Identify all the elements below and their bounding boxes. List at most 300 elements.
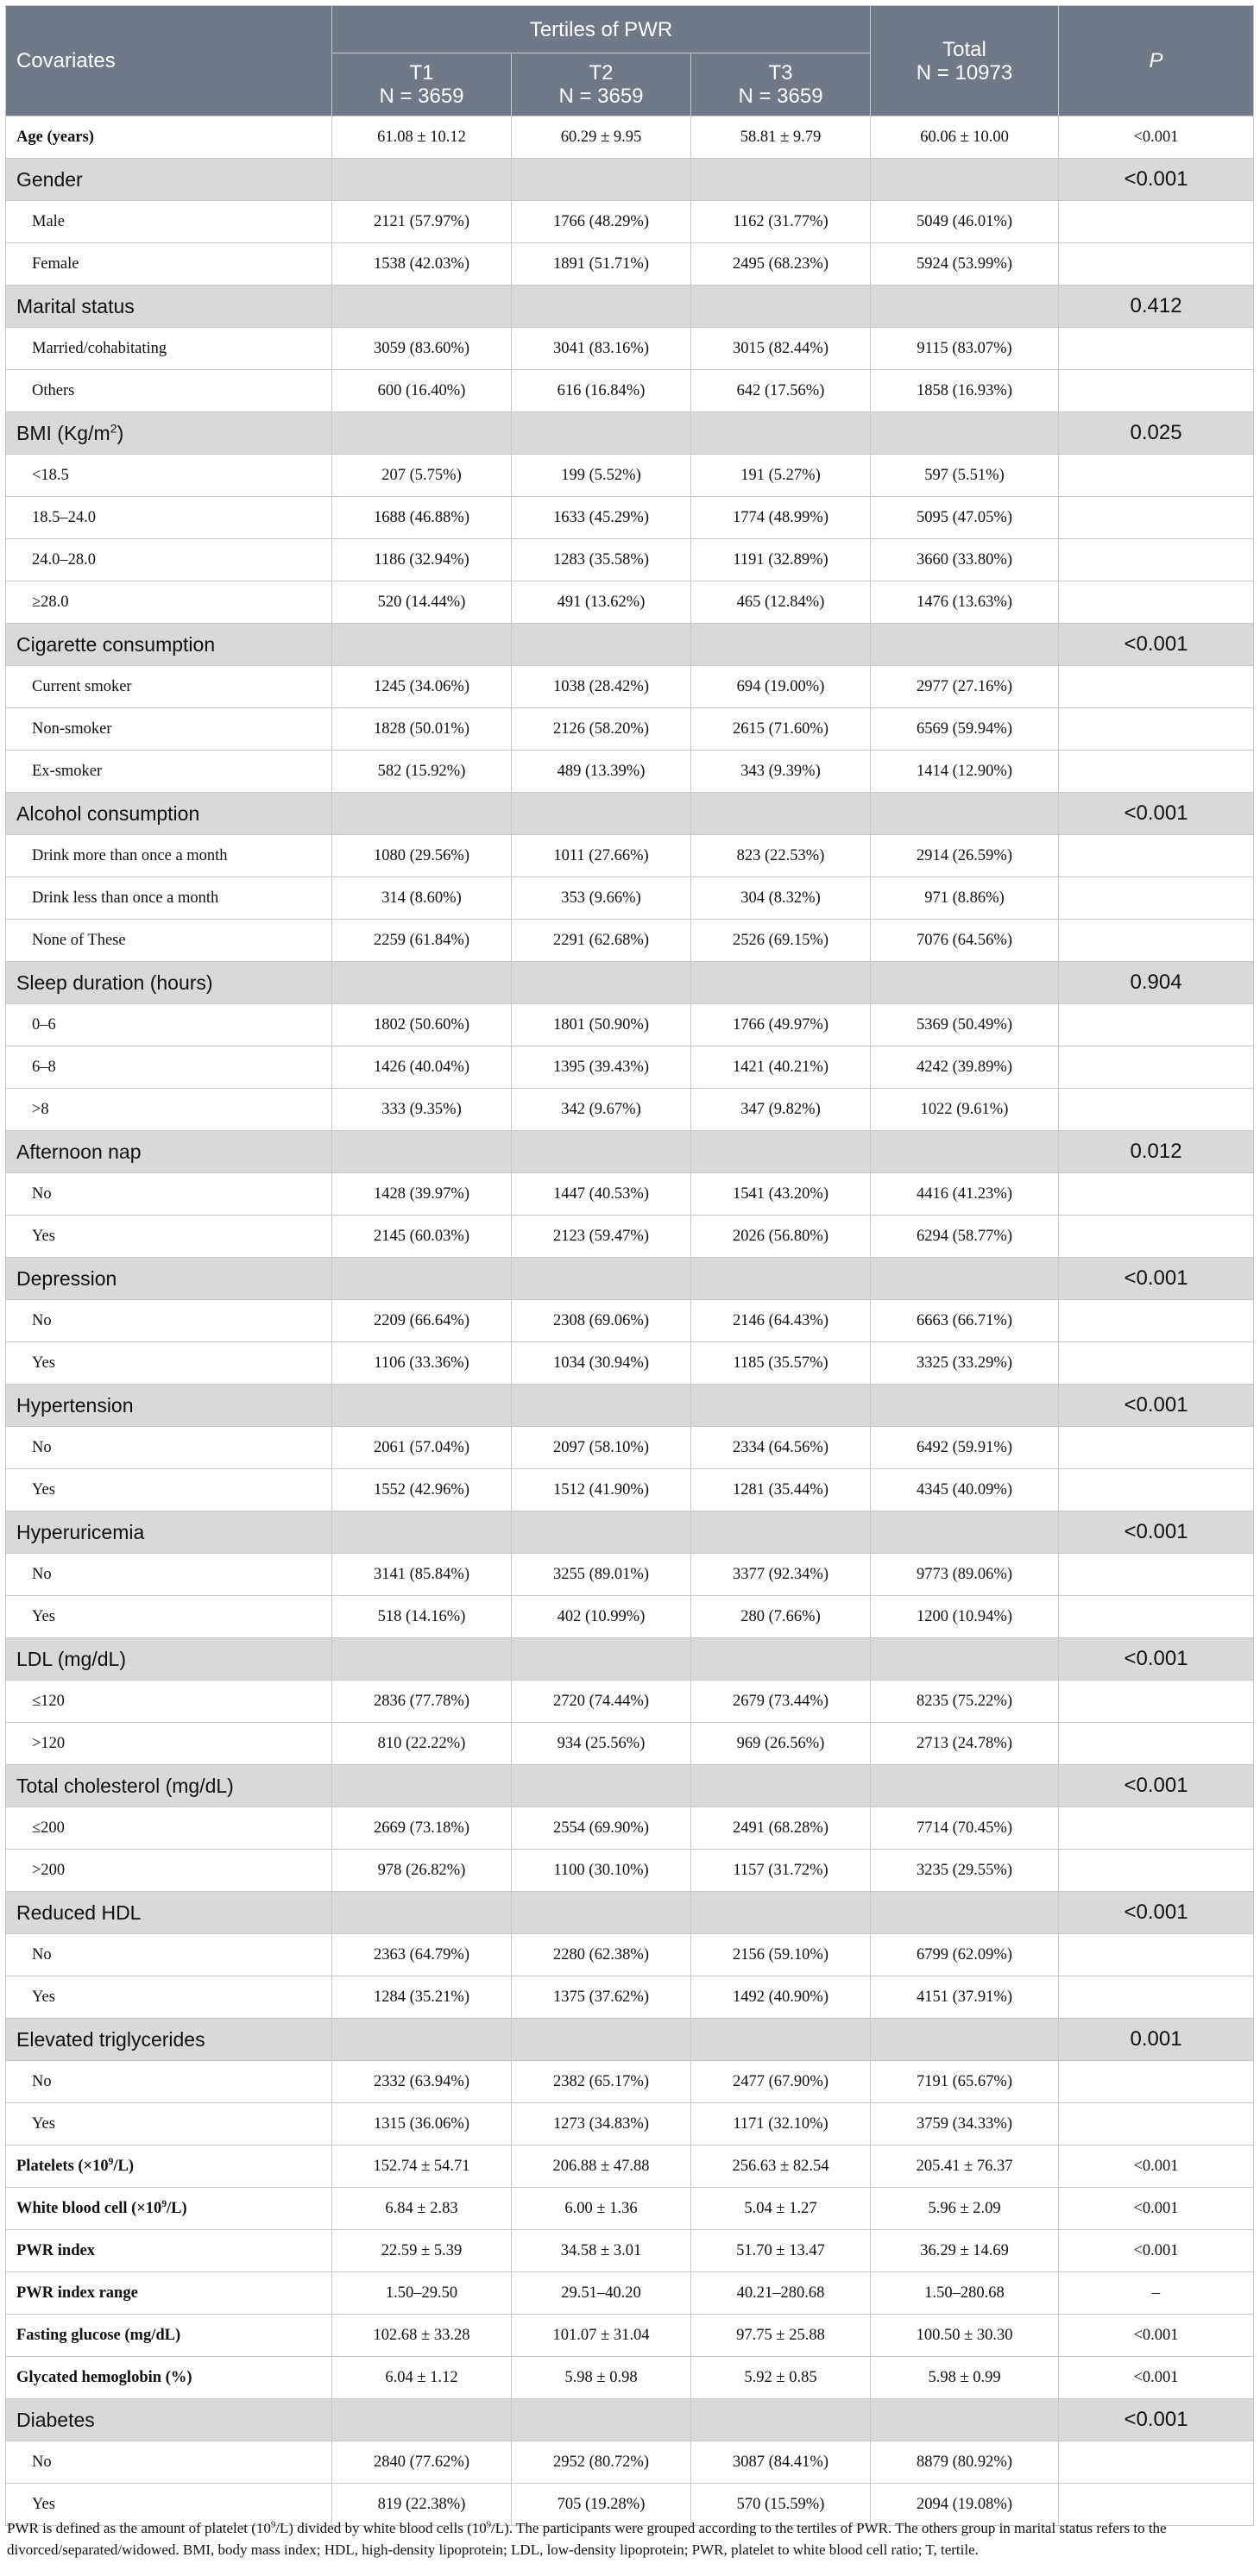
cell-t1: 1284 (35.21%) — [332, 1976, 512, 2019]
cell-t2 — [512, 412, 691, 455]
row-label — [6, 1892, 332, 1934]
cell-t1: 582 (15.92%) — [332, 751, 512, 793]
table-row — [6, 1427, 1254, 1469]
row-label-text: Cigarette consumption — [16, 632, 216, 656]
header-group-title: Tertiles of PWR — [332, 6, 871, 53]
header-p: P — [1059, 6, 1254, 116]
row-label — [6, 1934, 332, 1976]
table-row — [6, 1216, 1254, 1258]
row-label-text: No — [32, 1565, 52, 1583]
section-row — [6, 793, 1254, 835]
cell-t1: 1802 (50.60%) — [332, 1004, 512, 1046]
cell-t2 — [512, 793, 691, 835]
table-row — [6, 1342, 1254, 1385]
cell-t3: 280 (7.66%) — [691, 1596, 871, 1638]
cell-t2: 2554 (69.90%) — [512, 1807, 691, 1850]
row-label — [6, 835, 332, 877]
table-row — [6, 2272, 1254, 2315]
cell-p — [1059, 1342, 1254, 1385]
row-label — [6, 116, 332, 159]
cell-t2 — [512, 1638, 691, 1681]
cell-total — [871, 1638, 1059, 1681]
row-label — [6, 1511, 332, 1554]
row-label-text: Male — [32, 212, 66, 230]
cell-t3 — [691, 1892, 871, 1934]
cell-t2: 6.00 ± 1.36 — [512, 2188, 691, 2230]
header-t2-n: N = 3659 — [558, 85, 644, 108]
cell-total: 5049 (46.01%) — [871, 201, 1059, 243]
cell-p — [1059, 877, 1254, 920]
cell-total — [871, 1131, 1059, 1173]
row-label — [6, 1089, 332, 1131]
cell-t1: 2332 (63.94%) — [332, 2061, 512, 2103]
cell-t3 — [691, 2019, 871, 2061]
header-t2 — [512, 53, 691, 116]
row-label-text: 24.0–28.0 — [32, 550, 96, 569]
cell-t2: 101.07 ± 31.04 — [512, 2315, 691, 2357]
row-label — [6, 1216, 332, 1258]
row-label-text: Yes — [32, 2495, 55, 2513]
cell-t3: 1766 (49.97%) — [691, 1004, 871, 1046]
row-label-text: No — [32, 2453, 52, 2471]
cell-t1: 2061 (57.04%) — [332, 1427, 512, 1469]
cell-t3 — [691, 1131, 871, 1173]
row-label-text: No — [32, 1945, 52, 1963]
cell-p — [1059, 1427, 1254, 1469]
cell-t2: 1034 (30.94%) — [512, 1342, 691, 1385]
cell-t2: 1011 (27.66%) — [512, 835, 691, 877]
cell-p — [1059, 920, 1254, 962]
row-label-text: Ex-smoker — [32, 762, 103, 780]
table-row — [6, 201, 1254, 243]
cell-total: 205.41 ± 76.37 — [871, 2146, 1059, 2188]
cell-t2 — [512, 1385, 691, 1427]
cell-t2: 2308 (69.06%) — [512, 1300, 691, 1342]
cell-total — [871, 159, 1059, 201]
table-row — [6, 2146, 1254, 2188]
footnote-part1: PWR is defined as the amount of platelet (10 — [7, 2520, 271, 2536]
cell-p: <0.001 — [1059, 2357, 1254, 2399]
row-label-text: Others — [32, 381, 75, 399]
header-total-label: Total — [942, 37, 986, 61]
table-row — [6, 455, 1254, 497]
cell-t2 — [512, 1258, 691, 1300]
cell-p — [1059, 497, 1254, 539]
header-t1-label: T1 — [409, 61, 434, 85]
row-label-text: No — [32, 1311, 52, 1329]
cell-t3: 1191 (32.89%) — [691, 539, 871, 581]
cell-t3: 2156 (59.10%) — [691, 1934, 871, 1976]
row-label — [6, 793, 332, 835]
row-label-text: Drink more than once a month — [32, 846, 228, 864]
cell-t1 — [332, 1258, 512, 1300]
row-label-text: None of These — [32, 931, 126, 949]
table-row — [6, 1469, 1254, 1511]
row-label — [6, 2315, 332, 2357]
cell-t1 — [332, 624, 512, 666]
cell-p: <0.001 — [1059, 1892, 1254, 1934]
row-label — [6, 1427, 332, 1469]
cell-t3 — [691, 1765, 871, 1807]
row-label — [6, 1976, 332, 2019]
cell-t1: 2121 (57.97%) — [332, 201, 512, 243]
row-label-text: Age (years) — [16, 128, 94, 146]
cell-t2 — [512, 286, 691, 328]
row-label — [6, 666, 332, 708]
row-label-text: Yes — [32, 1480, 55, 1498]
cell-t3: 1281 (35.44%) — [691, 1469, 871, 1511]
cell-p — [1059, 539, 1254, 581]
cell-t1: 1688 (46.88%) — [332, 497, 512, 539]
cell-t2: 3255 (89.01%) — [512, 1554, 691, 1596]
table-row — [6, 2315, 1254, 2357]
cell-total: 9773 (89.06%) — [871, 1554, 1059, 1596]
cell-p — [1059, 751, 1254, 793]
cell-t2: 2123 (59.47%) — [512, 1216, 691, 1258]
cell-t3: 3015 (82.44%) — [691, 328, 871, 370]
cell-t1 — [332, 412, 512, 455]
row-label-text: Yes — [32, 1227, 55, 1245]
row-label-text: >8 — [32, 1100, 49, 1118]
cell-t1 — [332, 159, 512, 201]
cell-t2: 2097 (58.10%) — [512, 1427, 691, 1469]
row-label — [6, 962, 332, 1004]
row-label — [6, 1258, 332, 1300]
header-t2-label: T2 — [589, 61, 614, 85]
row-label-text: LDL (mg/dL) — [16, 1647, 126, 1670]
cell-total: 36.29 ± 14.69 — [871, 2230, 1059, 2272]
row-label — [6, 2357, 332, 2399]
table-row — [6, 920, 1254, 962]
cell-t2: 1766 (48.29%) — [512, 201, 691, 243]
cell-total: 7076 (64.56%) — [871, 920, 1059, 962]
cell-t1: 6.84 ± 2.83 — [332, 2188, 512, 2230]
header-t3 — [691, 53, 871, 116]
row-label — [6, 497, 332, 539]
row-label — [6, 2441, 332, 2484]
cell-p — [1059, 1976, 1254, 2019]
row-label — [6, 2061, 332, 2103]
section-row — [6, 1385, 1254, 1427]
cell-t3 — [691, 624, 871, 666]
row-label-text: No — [32, 1184, 52, 1203]
cell-t1: 3059 (83.60%) — [332, 328, 512, 370]
cell-t1 — [332, 286, 512, 328]
cell-t2: 29.51–40.20 — [512, 2272, 691, 2315]
row-label — [6, 1385, 332, 1427]
cell-t1 — [332, 1511, 512, 1554]
section-row — [6, 1258, 1254, 1300]
row-label-text: Marital status — [16, 294, 135, 317]
cell-t2: 1395 (39.43%) — [512, 1046, 691, 1089]
cell-total — [871, 2399, 1059, 2441]
cell-t3: 5.92 ± 0.85 — [691, 2357, 871, 2399]
cell-t2: 1512 (41.90%) — [512, 1469, 691, 1511]
cell-total: 6799 (62.09%) — [871, 1934, 1059, 1976]
cell-total: 6492 (59.91%) — [871, 1427, 1059, 1469]
cell-p: 0.012 — [1059, 1131, 1254, 1173]
table-row — [6, 328, 1254, 370]
cell-p — [1059, 455, 1254, 497]
cell-t2: 402 (10.99%) — [512, 1596, 691, 1638]
table-row — [6, 1173, 1254, 1216]
cell-total: 1858 (16.93%) — [871, 370, 1059, 412]
cell-total — [871, 624, 1059, 666]
row-label — [6, 2019, 332, 2061]
cell-t1 — [332, 2399, 512, 2441]
cell-t1: 1080 (29.56%) — [332, 835, 512, 877]
row-label-text: >200 — [32, 1861, 66, 1879]
table-row — [6, 1596, 1254, 1638]
row-label-suffix: ) — [117, 421, 124, 444]
cell-t2: 491 (13.62%) — [512, 581, 691, 624]
cell-p: <0.001 — [1059, 2188, 1254, 2230]
cell-p — [1059, 370, 1254, 412]
cell-t1: 2840 (77.62%) — [332, 2441, 512, 2484]
table-row — [6, 2188, 1254, 2230]
row-label — [6, 455, 332, 497]
cell-p — [1059, 1173, 1254, 1216]
cell-p — [1059, 1089, 1254, 1131]
cell-t1: 3141 (85.84%) — [332, 1554, 512, 1596]
row-label-superscript: 9 — [161, 2198, 167, 2209]
cell-t3 — [691, 1385, 871, 1427]
cell-t3: 256.63 ± 82.54 — [691, 2146, 871, 2188]
cell-total: 1200 (10.94%) — [871, 1596, 1059, 1638]
section-row — [6, 159, 1254, 201]
row-label-text: Yes — [32, 1354, 55, 1372]
cell-total: 2977 (27.16%) — [871, 666, 1059, 708]
row-label-text: BMI (Kg/m — [16, 421, 110, 444]
row-label — [6, 751, 332, 793]
row-label-text: Non-smoker — [32, 719, 112, 738]
row-label — [6, 2399, 332, 2441]
cell-t3 — [691, 2399, 871, 2441]
cell-total — [871, 2019, 1059, 2061]
cell-total — [871, 962, 1059, 1004]
cell-total: 100.50 ± 30.30 — [871, 2315, 1059, 2357]
row-label-text: PWR index — [16, 2241, 95, 2259]
cell-t2: 1283 (35.58%) — [512, 539, 691, 581]
row-label — [6, 1173, 332, 1216]
table-row — [6, 1807, 1254, 1850]
cell-t2: 1375 (37.62%) — [512, 1976, 691, 2019]
row-label — [6, 243, 332, 286]
cell-total: 6569 (59.94%) — [871, 708, 1059, 751]
footnote-sup1: 9 — [270, 2520, 276, 2530]
row-label — [6, 159, 332, 201]
row-label — [6, 201, 332, 243]
section-row — [6, 1892, 1254, 1934]
section-row — [6, 286, 1254, 328]
section-row — [6, 1511, 1254, 1554]
cell-t1: 152.74 ± 54.71 — [332, 2146, 512, 2188]
row-label-text: ≤120 — [32, 1692, 65, 1710]
cell-total: 4151 (37.91%) — [871, 1976, 1059, 2019]
cell-p — [1059, 666, 1254, 708]
cell-t2: 342 (9.67%) — [512, 1089, 691, 1131]
table-row — [6, 2103, 1254, 2146]
cell-total: 4242 (39.89%) — [871, 1046, 1059, 1089]
cell-t1: 520 (14.44%) — [332, 581, 512, 624]
cell-t3 — [691, 962, 871, 1004]
cell-p — [1059, 1807, 1254, 1850]
cell-t3: 1774 (48.99%) — [691, 497, 871, 539]
table-row — [6, 1089, 1254, 1131]
cell-total: 1.50–280.68 — [871, 2272, 1059, 2315]
cell-t2: 2952 (80.72%) — [512, 2441, 691, 2484]
row-label-text: 18.5–24.0 — [32, 508, 96, 526]
cell-total: 7714 (70.45%) — [871, 1807, 1059, 1850]
cell-t1: 1426 (40.04%) — [332, 1046, 512, 1089]
cell-t2 — [512, 624, 691, 666]
row-label-text: Yes — [32, 1607, 55, 1625]
cell-p: <0.001 — [1059, 2146, 1254, 2188]
row-label — [6, 2272, 332, 2315]
cell-t2: 206.88 ± 47.88 — [512, 2146, 691, 2188]
cell-t3: 1162 (31.77%) — [691, 201, 871, 243]
row-label-text: Platelets (×10 — [16, 2157, 109, 2175]
cell-total: 597 (5.51%) — [871, 455, 1059, 497]
cell-t3: 823 (22.53%) — [691, 835, 871, 877]
row-label-text: Drink less than once a month — [32, 889, 219, 907]
row-label — [6, 328, 332, 370]
cell-t3: 465 (12.84%) — [691, 581, 871, 624]
table-row — [6, 2441, 1254, 2484]
footnote-sup2: 9 — [486, 2520, 492, 2530]
cell-p: <0.001 — [1059, 159, 1254, 201]
row-label — [6, 1596, 332, 1638]
table-row — [6, 1976, 1254, 2019]
cell-t2 — [512, 1765, 691, 1807]
table-row — [6, 1554, 1254, 1596]
row-label — [6, 2188, 332, 2230]
cell-p — [1059, 1723, 1254, 1765]
row-label — [6, 624, 332, 666]
table-header — [6, 6, 1254, 116]
table-row — [6, 2230, 1254, 2272]
cell-total: 3759 (34.33%) — [871, 2103, 1059, 2146]
cell-total: 6294 (58.77%) — [871, 1216, 1059, 1258]
row-label — [6, 877, 332, 920]
cell-t2: 2291 (62.68%) — [512, 920, 691, 962]
header-total — [871, 6, 1059, 116]
table-row — [6, 497, 1254, 539]
cell-p: 0.025 — [1059, 412, 1254, 455]
cell-total: 1414 (12.90%) — [871, 751, 1059, 793]
row-label-text: No — [32, 2072, 52, 2090]
cell-t3: 1157 (31.72%) — [691, 1850, 871, 1892]
cell-t1: 1552 (42.96%) — [332, 1469, 512, 1511]
cell-total — [871, 286, 1059, 328]
cell-p — [1059, 2441, 1254, 2484]
cell-t2: 1447 (40.53%) — [512, 1173, 691, 1216]
row-label-text: White blood cell (×10 — [16, 2199, 162, 2217]
cell-t3 — [691, 286, 871, 328]
baseline-characteristics-table — [5, 5, 1254, 2526]
cell-p — [1059, 2103, 1254, 2146]
cell-t1: 1428 (39.97%) — [332, 1173, 512, 1216]
cell-t2: 1100 (30.10%) — [512, 1850, 691, 1892]
cell-p: <0.001 — [1059, 1258, 1254, 1300]
cell-t1: 2836 (77.78%) — [332, 1681, 512, 1723]
row-label-text: Gender — [16, 167, 83, 191]
row-label — [6, 2103, 332, 2146]
row-label — [6, 1850, 332, 1892]
cell-t2: 34.58 ± 3.01 — [512, 2230, 691, 2272]
cell-t1: 1106 (33.36%) — [332, 1342, 512, 1385]
cell-t1 — [332, 1765, 512, 1807]
row-label-text: Depression — [16, 1266, 117, 1290]
cell-p: <0.001 — [1059, 2315, 1254, 2357]
cell-p: <0.001 — [1059, 624, 1254, 666]
cell-t2: 353 (9.66%) — [512, 877, 691, 920]
table-row — [6, 1681, 1254, 1723]
row-label-text: Current smoker — [32, 677, 132, 695]
row-label-text: Yes — [32, 1988, 55, 2006]
cell-total: 9115 (83.07%) — [871, 328, 1059, 370]
cell-t1: 2145 (60.03%) — [332, 1216, 512, 1258]
row-label-text: PWR index range — [16, 2284, 138, 2302]
row-label-text: Reduced HDL — [16, 1901, 142, 1924]
cell-p: 0.412 — [1059, 286, 1254, 328]
cell-p — [1059, 1934, 1254, 1976]
cell-t1 — [332, 962, 512, 1004]
cell-t1: 1186 (32.94%) — [332, 539, 512, 581]
cell-t3: 3377 (92.34%) — [691, 1554, 871, 1596]
cell-t1: 6.04 ± 1.12 — [332, 2357, 512, 2399]
row-label — [6, 1638, 332, 1681]
cell-p: <0.001 — [1059, 1765, 1254, 1807]
table-row — [6, 2061, 1254, 2103]
cell-total — [871, 1385, 1059, 1427]
cell-p — [1059, 1216, 1254, 1258]
row-label-text: Glycated hemoglobin (%) — [16, 2368, 192, 2386]
cell-total: 971 (8.86%) — [871, 877, 1059, 920]
section-row — [6, 962, 1254, 1004]
cell-t1: 314 (8.60%) — [332, 877, 512, 920]
table-row — [6, 243, 1254, 286]
cell-total — [871, 1258, 1059, 1300]
cell-total: 3660 (33.80%) — [871, 539, 1059, 581]
section-row — [6, 1131, 1254, 1173]
row-label-text: Elevated triglycerides — [16, 2027, 205, 2051]
cell-t1: 978 (26.82%) — [332, 1850, 512, 1892]
cell-t2: 2126 (58.20%) — [512, 708, 691, 751]
table-row — [6, 1934, 1254, 1976]
row-label-text: Sleep duration (hours) — [16, 971, 213, 994]
cell-t2 — [512, 2019, 691, 2061]
cell-t3: 2679 (73.44%) — [691, 1681, 871, 1723]
row-label-text: Total cholesterol (mg/dL) — [16, 1774, 234, 1797]
row-label — [6, 370, 332, 412]
row-label — [6, 920, 332, 962]
cell-total: 5924 (53.99%) — [871, 243, 1059, 286]
cell-t1: 207 (5.75%) — [332, 455, 512, 497]
row-label — [6, 539, 332, 581]
cell-t1 — [332, 793, 512, 835]
table-row — [6, 2357, 1254, 2399]
section-row — [6, 624, 1254, 666]
cell-t3: 1421 (40.21%) — [691, 1046, 871, 1089]
cell-p: <0.001 — [1059, 116, 1254, 159]
cell-p — [1059, 1046, 1254, 1089]
cell-p: <0.001 — [1059, 1638, 1254, 1681]
cell-total: 2713 (24.78%) — [871, 1723, 1059, 1765]
cell-t1 — [332, 1892, 512, 1934]
row-label — [6, 1342, 332, 1385]
table-row — [6, 835, 1254, 877]
